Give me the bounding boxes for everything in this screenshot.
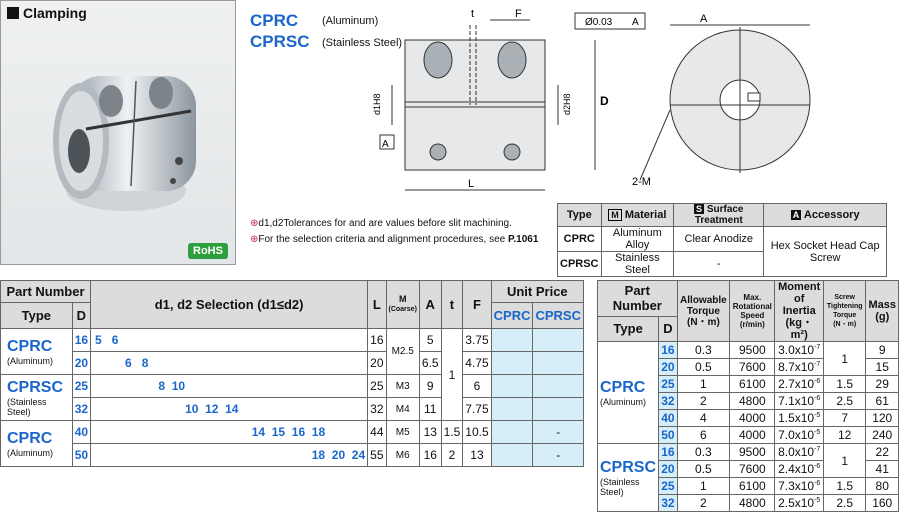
perf-header-inertia: Moment of Inertia (kg・m²) [775, 281, 824, 342]
tolerance-note: ⊕d1,d2Tolerances for and are values before slit machining. [250, 218, 512, 229]
coupling-photo [1, 1, 237, 266]
product-name-cprsc: CPRSC [250, 32, 310, 51]
spec-row-surface: Clear Anodize [674, 227, 764, 252]
price-cell [491, 444, 533, 467]
dim-d-label: D [600, 94, 609, 108]
type-cell: CPRSC (Stainless Steel) [1, 375, 73, 421]
header-price-cprc: CPRC [491, 303, 533, 329]
table-row: 20 0.5 7600 $8.7x10^{-7}$ 15 [598, 359, 899, 376]
spec-header-accessory: A Accessory [764, 204, 887, 227]
table-row: CPRC (Aluminum) 16 0.3 9500 $3.0x10^{-7}$ 1 9 [598, 342, 899, 359]
dim-d2-label: d2H8 [562, 93, 572, 115]
datum-label: A [632, 17, 639, 28]
price-cell [533, 375, 584, 398]
product-name-cprc: CPRC [250, 11, 299, 30]
table-row: CPRC (Aluminum) 16 5 6 16 M2.5 5 1 3.75 [1, 329, 584, 352]
table-row: CPRSC (Stainless Steel) 25 8 10 25 M3 9 6 [1, 375, 584, 398]
table-row: CPRSC (Stainless Steel) 16 0.3 9500 $8.0x10^{-7}$ 1 22 [598, 444, 899, 461]
perf-type-cell: CPRSC (Stainless Steel) [598, 444, 659, 512]
header-part-number: Part Number [1, 281, 91, 303]
table-row: CPRC (Aluminum) 40 14 15 16 18 44 M5 13 1.5 10.5 - [1, 421, 584, 444]
perf-header-torque: Allowable Torque (N・m) [677, 281, 730, 342]
table-row: 32 2 4800 $7.1x10^{-6}$ 2.5 61 [598, 393, 899, 410]
header-m: M (Coarse) [386, 281, 419, 329]
price-cell [533, 398, 584, 421]
tolerance-label: Ø0.03 [585, 17, 613, 28]
spec-header-material: M Material [601, 204, 674, 227]
perf-header-part: Part Number [598, 281, 678, 317]
section-title: Clamping [7, 5, 87, 21]
price-cell [491, 421, 533, 444]
header-unit-price: Unit Price [491, 281, 583, 303]
perf-type-cell: CPRC (Aluminum) [598, 342, 659, 444]
bore-selection[interactable]: 10 12 14 [91, 398, 368, 421]
table-row: 25 1 6100 $2.7x10^{-6}$ 1.5 29 [598, 376, 899, 393]
page-reference-link[interactable]: P.1061 [507, 234, 539, 245]
dim-a-label: A [700, 13, 708, 25]
product-photo-panel [0, 0, 236, 265]
perf-header-d: D [659, 316, 677, 341]
header-price-cprsc: CPRSC [533, 303, 584, 329]
spec-row-material: Aluminum Alloy [601, 227, 674, 252]
price-cell: - [533, 421, 584, 444]
header-a: A [419, 281, 441, 329]
table-row: 32 10 12 14 32 M4 11 7.75 [1, 398, 584, 421]
header-f: F [463, 281, 491, 329]
header-t: t [441, 281, 463, 329]
product-material-cprc: (Aluminum) [322, 15, 379, 27]
price-cell [491, 352, 533, 375]
info-icon: ⊕ [250, 218, 259, 229]
table-row: 32 2 4800 $2.5x10^{-5}$ 2.5 160 [598, 495, 899, 512]
price-cell [533, 329, 584, 352]
price-cell [491, 329, 533, 352]
perf-header-mass: Mass (g) [866, 281, 899, 342]
table-row: 50 6 4000 $7.0x10^{-5}$ 12 240 [598, 427, 899, 444]
price-cell [533, 352, 584, 375]
selection-table [0, 280, 584, 467]
info-icon: ⊕ [250, 234, 259, 245]
datum-box-label: A [382, 139, 389, 150]
price-cell [491, 398, 533, 421]
header-l: L [368, 281, 386, 329]
price-cell: - [533, 444, 584, 467]
dim-m-label: 2-M [632, 176, 651, 188]
spec-row-material: Stainless Steel [601, 252, 674, 277]
spec-table [557, 203, 887, 277]
technical-drawing [370, 5, 890, 200]
perf-header-screw: Screw Tightening Torque (N・m) [823, 281, 865, 342]
dim-l-label: L [468, 178, 475, 190]
dim-f-label: F [515, 8, 522, 20]
table-row: 25 1 6100 $7.3x10^{-6}$ 1.5 80 [598, 478, 899, 495]
spec-row-accessory: Hex Socket Head Cap Screw [764, 227, 887, 277]
spec-row-surface: - [674, 252, 764, 277]
spec-header-type: Type [558, 204, 602, 227]
table-row: 20 0.5 7600 $2.4x10^{-6}$ 41 [598, 461, 899, 478]
header-d: D [72, 303, 90, 329]
perf-header-type: Type [598, 316, 659, 341]
spec-header-surface: S Surface Treatment [674, 204, 764, 227]
bore-selection[interactable]: 14 15 16 18 [91, 421, 368, 444]
product-material-cprsc: (Stainless Steel) [322, 37, 403, 49]
bore-selection[interactable]: 8 10 [91, 375, 368, 398]
spec-row-type: CPRC [558, 227, 602, 252]
table-row: 20 6 8 20 6.5 4.75 [1, 352, 584, 375]
selection-note: ⊕For the selection criteria and alignment procedures, see P.1061 [250, 234, 539, 245]
performance-table [597, 280, 899, 512]
bore-selection[interactable]: 6 8 [91, 352, 368, 375]
bore-selection[interactable]: 5 6 [91, 329, 368, 352]
price-cell [491, 375, 533, 398]
type-cell: CPRC (Aluminum) [1, 421, 73, 467]
bore-selection[interactable]: 18 20 24 [91, 444, 368, 467]
header-selection: d1, d2 Selection (d1≤d2) [91, 281, 368, 329]
header-type: Type [1, 303, 73, 329]
perf-header-speed: Max. Rotational Speed (r/min) [730, 281, 775, 342]
dim-t-label: t [471, 8, 475, 20]
type-cell: CPRC (Aluminum) [1, 329, 73, 375]
rohs-badge: RoHS [188, 243, 228, 259]
table-row: 40 4 4000 $1.5x10^{-5}$ 7 120 [598, 410, 899, 427]
spec-row-type: CPRSC [558, 252, 602, 277]
table-row: 50 18 20 24 55 M6 16 2 13 - [1, 444, 584, 467]
dim-d1-label: d1H8 [372, 93, 382, 115]
